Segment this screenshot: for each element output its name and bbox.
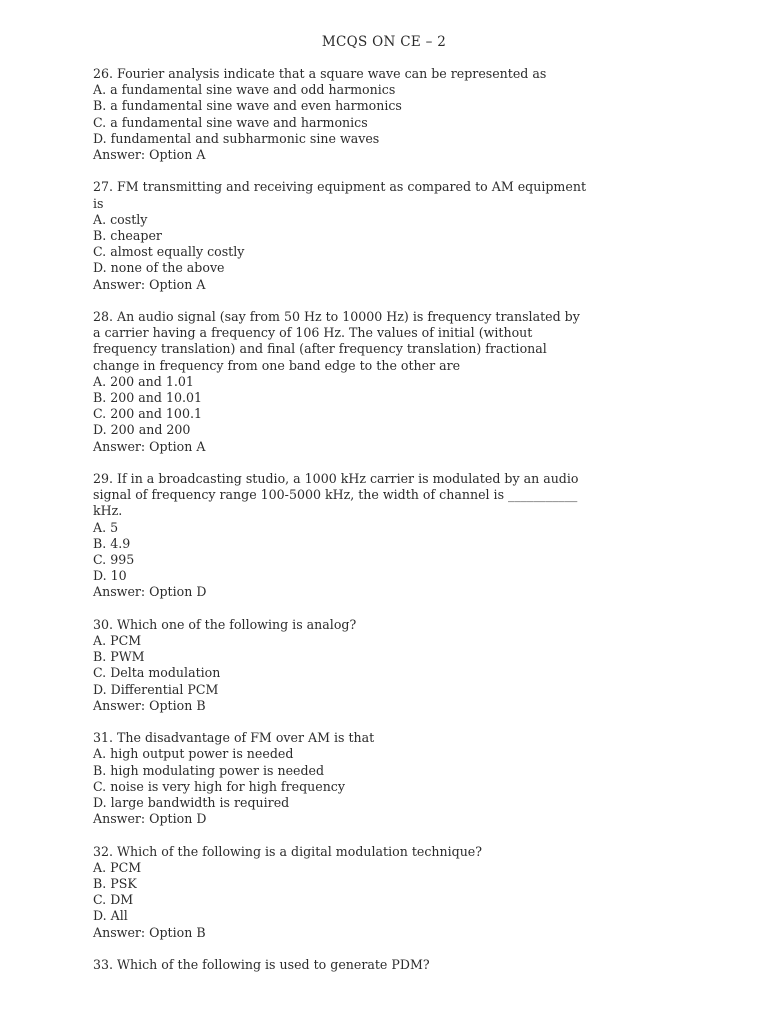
answer: Answer: Option D xyxy=(93,811,207,827)
option-c: C. almost equally costly xyxy=(93,244,245,260)
option-a: A. 5 xyxy=(93,519,119,535)
question-27 xyxy=(93,179,593,292)
question-list xyxy=(93,66,593,989)
answer: Answer: Option A xyxy=(93,276,206,292)
option-d: D. fundamental and subharmonic sine waves xyxy=(93,130,380,146)
answer: Answer: Option B xyxy=(93,697,206,713)
question-text: 28. An audio signal (say from 50 Hz to 10000 Hz) is frequency translated by a carrier having a frequency of 106 Hz. The values of initial (without frequency translation) and final (after frequency translation) fractional change in frequency from one band edge to the other are xyxy=(93,309,580,373)
question-33 xyxy=(93,957,593,973)
option-b: B. a fundamental sine wave and even harmonics xyxy=(93,98,402,114)
answer: Answer: Option D xyxy=(93,584,207,600)
option-c: C. DM xyxy=(93,892,134,908)
question-31 xyxy=(93,730,593,827)
option-a: A. a fundamental sine wave and odd harmonics xyxy=(93,82,396,98)
option-b: B. PWM xyxy=(93,649,145,665)
question-32 xyxy=(93,844,593,941)
question-26 xyxy=(93,66,593,163)
option-c: C. 200 and 100.1 xyxy=(93,406,202,422)
option-d: D. large bandwidth is required xyxy=(93,795,290,811)
option-b: B. 200 and 10.01 xyxy=(93,390,203,406)
question-text: 33. Which of the following is used to generate PDM? xyxy=(93,957,430,973)
option-a: A. PCM xyxy=(93,633,142,649)
answer: Answer: Option A xyxy=(93,147,206,163)
option-d: D. 10 xyxy=(93,568,127,584)
answer: Answer: Option B xyxy=(93,924,206,940)
question-29 xyxy=(93,471,593,601)
document-title: MCQS ON CE – 2 xyxy=(321,34,447,50)
option-b: B. 4.9 xyxy=(93,535,131,551)
option-b: B. high modulating power is needed xyxy=(93,762,325,778)
option-a: A. PCM xyxy=(93,859,142,875)
option-d: D. Differential PCM xyxy=(93,681,219,697)
option-d: D. none of the above xyxy=(93,260,225,276)
question-text: 31. The disadvantage of FM over AM is that xyxy=(93,730,375,746)
option-d: D. 200 and 200 xyxy=(93,422,191,438)
option-c: C. 995 xyxy=(93,552,135,568)
option-b: B. cheaper xyxy=(93,228,162,244)
answer: Answer: Option A xyxy=(93,438,206,454)
question-text: 26. Fourier analysis indicate that a square wave can be represented as xyxy=(93,66,547,81)
question-text: 29. If in a broadcasting studio, a 1000 kHz carrier is modulated by an audio signal of frequency range 100-5000 kHz, the width of channel is ___________ kHz. xyxy=(93,471,579,519)
option-a: A. high output power is needed xyxy=(93,746,294,762)
option-a: A. costly xyxy=(93,211,148,227)
question-text: 32. Which of the following is a digital modulation technique? xyxy=(93,843,483,859)
option-d: D. All xyxy=(93,908,128,924)
question-text: 30. Which one of the following is analog? xyxy=(93,616,357,632)
question-30 xyxy=(93,617,593,714)
option-a: A. 200 and 1.01 xyxy=(93,373,194,389)
option-b: B. PSK xyxy=(93,876,137,892)
question-text: 27. FM transmitting and receiving equipment as compared to AM equipment is xyxy=(93,179,587,211)
option-c: C. a fundamental sine wave and harmonics xyxy=(93,114,368,130)
option-c: C. noise is very high for high frequency xyxy=(93,778,345,794)
option-c: C. Delta modulation xyxy=(93,665,221,681)
question-28 xyxy=(93,309,593,455)
